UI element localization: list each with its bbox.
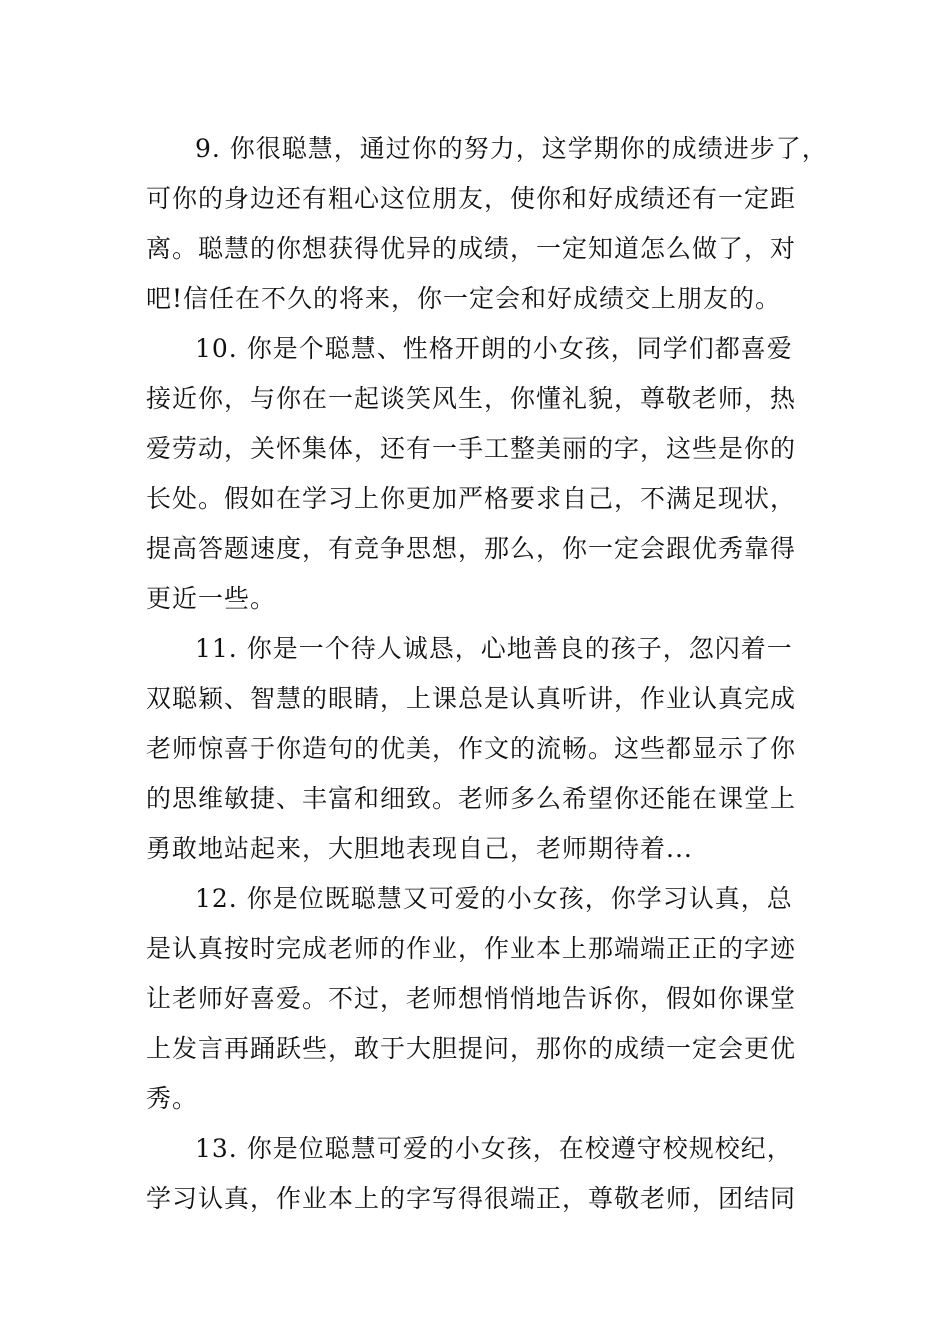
text-line: 13. 你是位聪慧可爱的小女孩，在校遵守校规校纪， (195, 1134, 793, 1163)
text-line: 双聪颖、智慧的眼睛，上课总是认真听讲，作业认真完成 (146, 684, 797, 713)
text-line: 让老师好喜爱。不过，老师想悄悄地告诉你，假如你课堂 (146, 984, 797, 1013)
text-line: 秀。 (146, 1084, 199, 1113)
text-line: 离。聪慧的你想获得优异的成绩，一定知道怎么做了，对 (146, 234, 797, 263)
text-line: 的思维敏捷、丰富和细致。老师多么希望你还能在课堂上 (146, 784, 797, 813)
text-line: 老师惊喜于你造句的优美，作文的流畅。这些都显示了你 (146, 734, 797, 763)
text-line: 吧!信任在不久的将来，你一定会和好成绩交上朋友的。 (146, 284, 782, 313)
text-line: 勇敢地站起来，大胆地表现自己，老师期待着... (146, 834, 693, 863)
text-line: 10. 你是个聪慧、性格开朗的小女孩，同学们都喜爱 (195, 334, 793, 363)
text-line: 12. 你是位既聪慧又可爱的小女孩，你学习认真，总 (195, 884, 793, 913)
text-line: 爱劳动，关怀集体，还有一手工整美丽的字，这些是你的 (146, 434, 797, 463)
text-line: 是认真按时完成老师的作业，作业本上那端端正正的字迹 (146, 934, 797, 963)
text-line: 更近一些。 (146, 584, 277, 613)
text-line: 9. 你很聪慧，通过你的努力，这学期你的成绩进步了， (195, 134, 828, 163)
text-line: 学习认真，作业本上的字写得很端正，尊敬老师，团结同 (146, 1184, 797, 1213)
text-line: 上发言再踊跃些，敢于大胆提问，那你的成绩一定会更优 (146, 1034, 797, 1063)
text-line: 11. 你是一个待人诚恳，心地善良的孩子，忽闪着一 (195, 634, 793, 663)
text-line: 长处。假如在学习上你更加严格要求自己，不满足现状， (146, 484, 797, 513)
text-line: 可你的身边还有粗心这位朋友，使你和好成绩还有一定距 (146, 184, 797, 213)
text-line: 接近你，与你在一起谈笑风生，你懂礼貌，尊敬老师，热 (146, 384, 797, 413)
text-line: 提高答题速度，有竞争思想，那么，你一定会跟优秀靠得 (146, 534, 797, 563)
